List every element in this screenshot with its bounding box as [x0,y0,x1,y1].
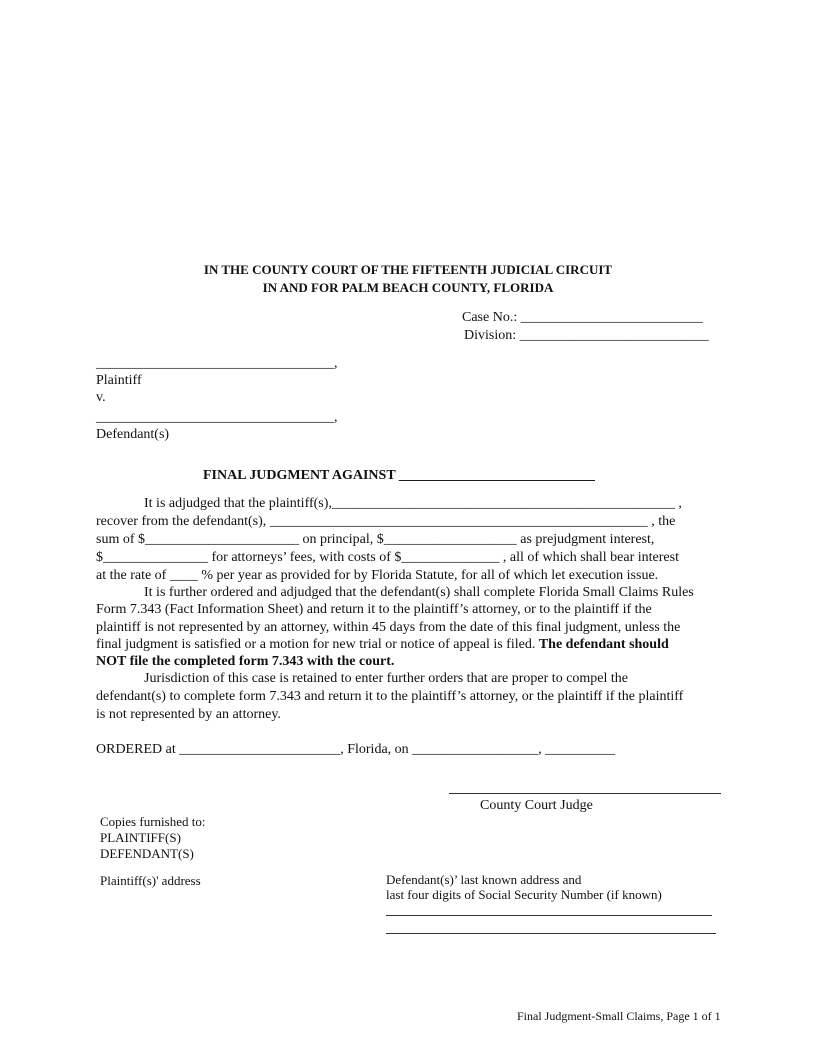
judge-signature-line [449,793,721,794]
court-title-line-2: IN AND FOR PALM BEACH COUNTY, FLORIDA [262,280,554,295]
defendant-address-line-1 [386,915,712,916]
page-footer: Final Judgment-Small Claims, Page 1 of 1 [517,1009,721,1023]
body-paragraph-1-line-5: at the rate of ____ % per year as provided for by Florida Statute, for all of which let execution issue. [96,568,659,583]
body-paragraph-3-line-3: is not represented by an attorney. [96,707,281,722]
line-4-bold-text: The defendant should [538,637,669,652]
division-field: Division: ___________________________ [464,328,709,343]
body-paragraph-2-line-4 [96,636,669,653]
copies-recipient-defendant: DEFENDANT(S) [100,846,194,861]
plaintiff-address-label: Plaintiff(s)' address [100,873,201,888]
defendant-label: Defendant(s) [96,427,170,442]
case-number-field: Case No.: __________________________ [462,310,703,325]
copies-heading: Copies furnished to: [100,814,206,829]
plaintiff-blank: __________________________________, [96,356,338,371]
line-4-normal-text: final judgment is satisfied or a motion for new trial or notice of appeal is filed. [96,637,539,652]
court-title-line-1: IN THE COUNTY COURT OF THE FIFTEENTH JUDICIAL CIRCUIT [203,262,613,277]
body-paragraph-2-line-2: Form 7.343 (Fact Information Sheet) and return it to the plaintiff’s attorney, or to the plaintiff if the [96,602,652,617]
defendant-address-line-2 [386,933,716,934]
judge-signature-label: County Court Judge [480,798,593,813]
defendant-blank: __________________________________, [96,410,338,425]
defendant-address-label-line-2: last four digits of Social Security Number (if known) [386,887,662,902]
body-paragraph-3-line-2: defendant(s) to complete form 7.343 and return it to the plaintiff’s attorney, or the plaintiff if the plaintiff [96,689,684,704]
body-paragraph-2-line-3: plaintiff is not represented by an attorney, within 45 days from the date of this final judgment, unless the [96,620,681,635]
copies-recipient-plaintiff: PLAINTIFF(S) [100,830,181,845]
body-paragraph-1-line-1: It is adjudged that the plaintiff(s),_________________________________________________ , [144,496,682,511]
body-paragraph-3-line-1: Jurisdiction of this case is retained to enter further orders that are proper to compel the [144,671,628,686]
body-paragraph-1-line-3: sum of $______________________ on principal, $___________________ as prejudgment interest, [96,532,655,547]
judgment-title: FINAL JUDGMENT AGAINST ____________________________ [203,468,595,483]
defendant-address-label-line-1: Defendant(s)’ last known address and [386,872,582,887]
body-paragraph-2-line-1: It is further ordered and adjudged that the defendant(s) shall complete Florida Small Claims Rules [144,585,694,600]
body-paragraph-1-line-2: recover from the defendant(s), ______________________________________________________ , the [96,514,676,529]
ordered-line: ORDERED at _______________________, Florida, on __________________, __________ [96,742,616,757]
body-paragraph-2-line-5: NOT file the completed form 7.343 with the court. [96,654,395,669]
plaintiff-label: Plaintiff [96,373,142,388]
body-paragraph-1-line-4: $_______________ for attorneys’ fees, with costs of $______________ , all of which shall bear interest [96,550,679,565]
versus-label: v. [96,390,106,405]
